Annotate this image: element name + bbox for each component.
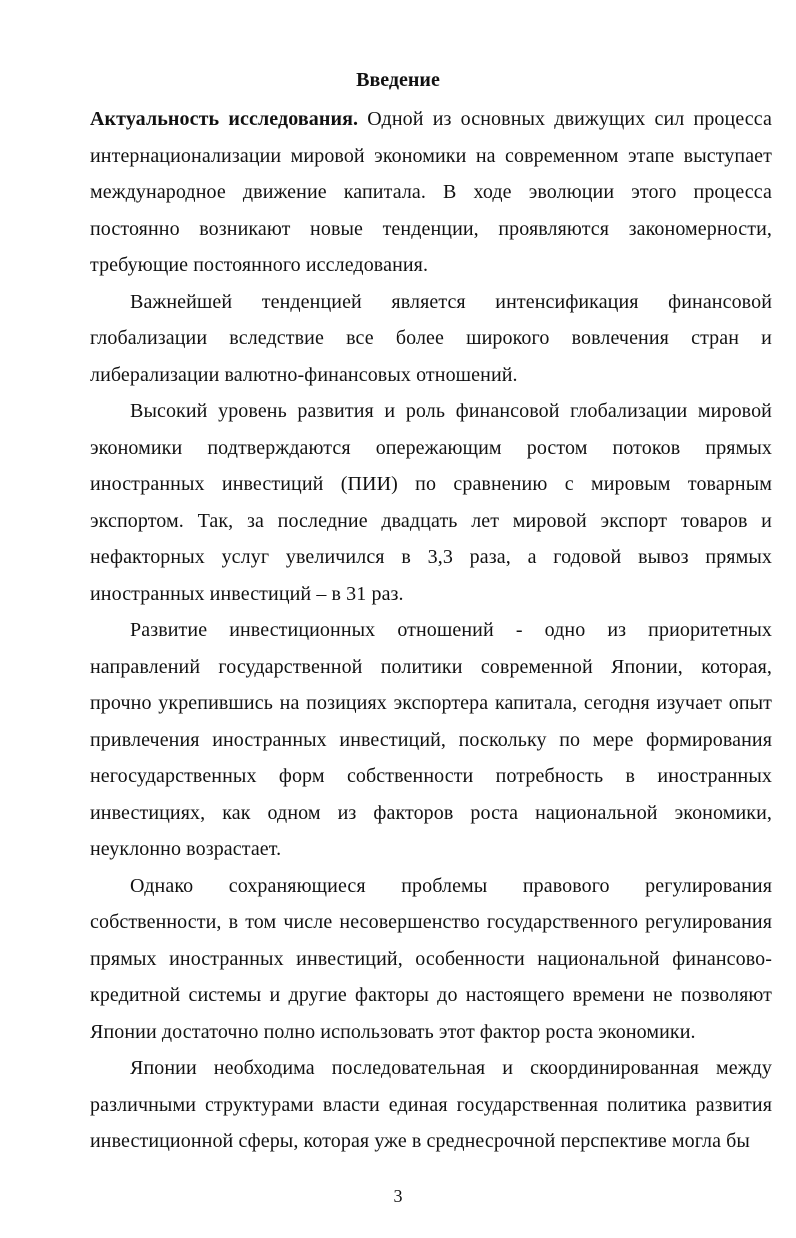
page-title: Введение — [356, 69, 440, 91]
paragraph-text: Одной из основных движущих сил процесса интернационализации мировой экономики на современном этапе выступает международное движение капитала. В ходе эволюции этого процесса постоянно возникают новые тенденции, проявляются закономерности, требующие постоянного исследования. — [90, 108, 772, 276]
paragraph-globalization: Высокий уровень развития и роль финансовой глобализации мировой экономики подтверждаются опережающим ростом потоков прямых иностранных инвестиций (ПИИ) по сравнению с мировым товарным экспортом. Так, за последние двадцать лет мировой экспорт товаров и нефакторных услуг увеличился в 3,3 раза, а годовой вывоз прямых иностранных инвестиций – в 31 раз. — [90, 400, 772, 605]
paragraph-trend: Важнейшей тенденцией является интенсификация финансовой глобализации вследствие все более широкого вовлечения стран и либерализации валютно-финансовых отношений. — [90, 290, 772, 386]
paragraph-lead: Актуальность исследования. — [90, 108, 359, 130]
page-number: 3 — [393, 1186, 403, 1206]
paragraph-relevance — [90, 101, 772, 284]
body-text — [90, 101, 772, 1160]
paragraph-investment-relations: Развитие инвестиционных отношений - одно из приоритетных направлений государственной политики современной Японии, которая, прочно укрепившись на позициях экспортера капитала, сегодня изучает опыт привлечения иностранных инвестиций, поскольку по мере формирования негосударственных форм собственности потребность в иностранных инвестициях, как одном из факторов роста национальной экономики, неуклонно возрастает. — [90, 619, 772, 860]
paragraph-policy: Японии необходима последовательная и скоординированная между различными структурами власти единая государственная политика развития инвестиционной сферы, которая уже в среднесрочной перспективе могла бы — [90, 1057, 772, 1152]
paragraph-problems: Однако сохраняющиеся проблемы правового регулирования собственности, в том числе несовершенство государственного регулирования прямых иностранных инвестиций, особенности национальной финансово-кредитной системы и другие факторы до настоящего времени не позволяют Японии достаточно полно использовать этот фактор роста экономики. — [90, 874, 772, 1043]
